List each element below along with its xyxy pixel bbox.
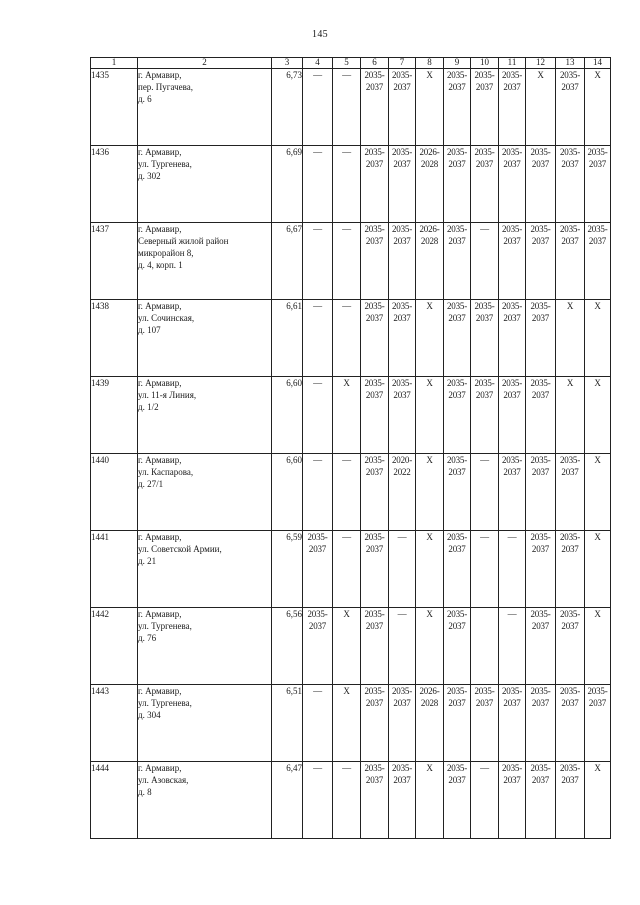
address-cell: г. Армавир, Северный жилой район микрорайон 8, д. 4, корп. 1 xyxy=(138,223,272,300)
row-number-cell: 1443 xyxy=(91,685,138,762)
col-8-period-cell: X xyxy=(416,300,444,377)
column-header: 3 xyxy=(272,58,303,69)
col-11-period-cell: 2035- 2037 xyxy=(499,685,526,762)
col-14-period-cell: 2035- 2037 xyxy=(585,146,611,223)
col-9-period-cell: 2035- 2037 xyxy=(444,531,471,608)
col-6-period-cell: 2035- 2037 xyxy=(361,531,389,608)
address-cell: г. Армавир, ул. Сочинская, д. 107 xyxy=(138,300,272,377)
col-11-period-cell: — xyxy=(499,608,526,685)
col-8-period-cell: 2026- 2028 xyxy=(416,685,444,762)
table-row xyxy=(91,762,611,839)
col-5-period-cell: X xyxy=(333,685,361,762)
col-6-period-cell: 2035- 2037 xyxy=(361,69,389,146)
rating-value-cell: 6,59 xyxy=(272,531,303,608)
column-number-row xyxy=(91,58,611,69)
col-13-period-cell: 2035- 2037 xyxy=(556,69,585,146)
column-header: 8 xyxy=(416,58,444,69)
col-8-period-cell: 2026- 2028 xyxy=(416,146,444,223)
col-5-period-cell: — xyxy=(333,223,361,300)
col-8-period-cell: X xyxy=(416,531,444,608)
col-13-period-cell: 2035- 2037 xyxy=(556,146,585,223)
rating-value-cell: 6,61 xyxy=(272,300,303,377)
table-row xyxy=(91,223,611,300)
col-5-period-cell: — xyxy=(333,454,361,531)
rating-value-cell: 6,69 xyxy=(272,146,303,223)
col-9-period-cell: 2035- 2037 xyxy=(444,762,471,839)
table-row xyxy=(91,685,611,762)
col-13-period-cell: 2035- 2037 xyxy=(556,608,585,685)
col-7-period-cell: 2035- 2037 xyxy=(389,377,416,454)
row-number-cell: 1441 xyxy=(91,531,138,608)
col-14-period-cell: X xyxy=(585,531,611,608)
col-5-period-cell: — xyxy=(333,69,361,146)
col-12-period-cell: 2035- 2037 xyxy=(526,531,556,608)
row-number-cell: 1436 xyxy=(91,146,138,223)
col-12-period-cell: X xyxy=(526,69,556,146)
col-14-period-cell: 2035- 2037 xyxy=(585,685,611,762)
col-4-period-cell: 2035- 2037 xyxy=(303,608,333,685)
col-6-period-cell: 2035- 2037 xyxy=(361,454,389,531)
table-row xyxy=(91,531,611,608)
address-cell: г. Армавир, ул. Каспарова, д. 27/1 xyxy=(138,454,272,531)
col-12-period-cell: 2035- 2037 xyxy=(526,685,556,762)
row-number-cell: 1439 xyxy=(91,377,138,454)
col-5-period-cell: X xyxy=(333,377,361,454)
table-body xyxy=(91,69,611,839)
col-7-period-cell: — xyxy=(389,531,416,608)
col-14-period-cell: X xyxy=(585,762,611,839)
col-13-period-cell: 2035- 2037 xyxy=(556,454,585,531)
col-7-period-cell: 2035- 2037 xyxy=(389,685,416,762)
table-row xyxy=(91,69,611,146)
col-10-period-cell: 2035- 2037 xyxy=(471,377,499,454)
col-12-period-cell: 2035- 2037 xyxy=(526,300,556,377)
address-cell: г. Армавир, ул. Советской Армии, д. 21 xyxy=(138,531,272,608)
address-cell: г. Армавир, ул. Тургенева, д. 304 xyxy=(138,685,272,762)
col-12-period-cell: 2035- 2037 xyxy=(526,377,556,454)
column-header: 12 xyxy=(526,58,556,69)
column-header: 13 xyxy=(556,58,585,69)
col-8-period-cell: X xyxy=(416,377,444,454)
col-6-period-cell: 2035- 2037 xyxy=(361,300,389,377)
col-5-period-cell: — xyxy=(333,762,361,839)
col-11-period-cell: 2035- 2037 xyxy=(499,762,526,839)
table-row xyxy=(91,454,611,531)
col-12-period-cell: 2035- 2037 xyxy=(526,454,556,531)
col-10-period-cell xyxy=(471,608,499,685)
col-11-period-cell: 2035- 2037 xyxy=(499,377,526,454)
col-9-period-cell: 2035- 2037 xyxy=(444,146,471,223)
col-8-period-cell: X xyxy=(416,608,444,685)
col-10-period-cell: 2035- 2037 xyxy=(471,69,499,146)
column-header: 11 xyxy=(499,58,526,69)
col-14-period-cell: X xyxy=(585,69,611,146)
col-10-period-cell: 2035- 2037 xyxy=(471,685,499,762)
col-6-period-cell: 2035- 2037 xyxy=(361,377,389,454)
row-number-cell: 1437 xyxy=(91,223,138,300)
col-4-period-cell: — xyxy=(303,377,333,454)
col-12-period-cell: 2035- 2037 xyxy=(526,608,556,685)
column-header: 7 xyxy=(389,58,416,69)
column-header: 10 xyxy=(471,58,499,69)
table-row xyxy=(91,300,611,377)
rating-value-cell: 6,67 xyxy=(272,223,303,300)
col-7-period-cell: 2035- 2037 xyxy=(389,300,416,377)
address-cell: г. Армавир, ул. Тургенева, д. 76 xyxy=(138,608,272,685)
col-13-period-cell: X xyxy=(556,300,585,377)
col-12-period-cell: 2035- 2037 xyxy=(526,223,556,300)
col-13-period-cell: 2035- 2037 xyxy=(556,223,585,300)
column-header: 4 xyxy=(303,58,333,69)
col-10-period-cell: 2035- 2037 xyxy=(471,300,499,377)
table-row xyxy=(91,146,611,223)
col-4-period-cell: — xyxy=(303,146,333,223)
col-11-period-cell: 2035- 2037 xyxy=(499,69,526,146)
col-11-period-cell: 2035- 2037 xyxy=(499,223,526,300)
col-4-period-cell: — xyxy=(303,685,333,762)
column-header: 1 xyxy=(91,58,138,69)
col-7-period-cell: — xyxy=(389,608,416,685)
col-8-period-cell: X xyxy=(416,762,444,839)
col-7-period-cell: 2035- 2037 xyxy=(389,762,416,839)
col-5-period-cell: — xyxy=(333,300,361,377)
rating-value-cell: 6,60 xyxy=(272,377,303,454)
address-cell: г. Армавир, пер. Пугачева, д. 6 xyxy=(138,69,272,146)
col-4-period-cell: 2035- 2037 xyxy=(303,531,333,608)
col-8-period-cell: X xyxy=(416,69,444,146)
col-13-period-cell: 2035- 2037 xyxy=(556,762,585,839)
col-7-period-cell: 2035- 2037 xyxy=(389,146,416,223)
column-header: 6 xyxy=(361,58,389,69)
col-4-period-cell: — xyxy=(303,223,333,300)
rating-value-cell: 6,47 xyxy=(272,762,303,839)
table-row xyxy=(91,608,611,685)
page-number: 145 xyxy=(312,29,328,40)
row-number-cell: 1440 xyxy=(91,454,138,531)
col-8-period-cell: 2026- 2028 xyxy=(416,223,444,300)
col-5-period-cell: — xyxy=(333,531,361,608)
col-9-period-cell: 2035- 2037 xyxy=(444,608,471,685)
col-10-period-cell: — xyxy=(471,454,499,531)
column-header: 2 xyxy=(138,58,272,69)
row-number-cell: 1444 xyxy=(91,762,138,839)
col-14-period-cell: X xyxy=(585,608,611,685)
rating-value-cell: 6,73 xyxy=(272,69,303,146)
col-11-period-cell: 2035- 2037 xyxy=(499,454,526,531)
col-13-period-cell: 2035- 2037 xyxy=(556,531,585,608)
col-9-period-cell: 2035- 2037 xyxy=(444,685,471,762)
col-10-period-cell: — xyxy=(471,762,499,839)
col-11-period-cell: 2035- 2037 xyxy=(499,300,526,377)
col-7-period-cell: 2035- 2037 xyxy=(389,223,416,300)
col-6-period-cell: 2035- 2037 xyxy=(361,608,389,685)
rating-value-cell: 6,56 xyxy=(272,608,303,685)
col-11-period-cell: 2035- 2037 xyxy=(499,146,526,223)
col-4-period-cell: — xyxy=(303,69,333,146)
col-6-period-cell: 2035- 2037 xyxy=(361,146,389,223)
col-14-period-cell: X xyxy=(585,300,611,377)
rating-value-cell: 6,60 xyxy=(272,454,303,531)
row-number-cell: 1438 xyxy=(91,300,138,377)
address-cell: г. Армавир, ул. Тургенева, д. 302 xyxy=(138,146,272,223)
col-10-period-cell: — xyxy=(471,223,499,300)
col-14-period-cell: X xyxy=(585,377,611,454)
col-4-period-cell: — xyxy=(303,300,333,377)
row-number-cell: 1442 xyxy=(91,608,138,685)
table-row xyxy=(91,377,611,454)
col-4-period-cell: — xyxy=(303,454,333,531)
col-14-period-cell: X xyxy=(585,454,611,531)
col-5-period-cell: — xyxy=(333,146,361,223)
col-13-period-cell: 2035- 2037 xyxy=(556,685,585,762)
address-cell: г. Армавир, ул. Азовская, д. 8 xyxy=(138,762,272,839)
col-10-period-cell: 2035- 2037 xyxy=(471,146,499,223)
col-4-period-cell: — xyxy=(303,762,333,839)
col-5-period-cell: X xyxy=(333,608,361,685)
col-8-period-cell: X xyxy=(416,454,444,531)
row-number-cell: 1435 xyxy=(91,69,138,146)
col-9-period-cell: 2035- 2037 xyxy=(444,377,471,454)
col-9-period-cell: 2035- 2037 xyxy=(444,300,471,377)
col-13-period-cell: X xyxy=(556,377,585,454)
col-11-period-cell: — xyxy=(499,531,526,608)
col-12-period-cell: 2035- 2037 xyxy=(526,146,556,223)
column-header: 14 xyxy=(585,58,611,69)
col-9-period-cell: 2035- 2037 xyxy=(444,69,471,146)
col-7-period-cell: 2020- 2022 xyxy=(389,454,416,531)
column-header: 5 xyxy=(333,58,361,69)
col-6-period-cell: 2035- 2037 xyxy=(361,223,389,300)
address-cell: г. Армавир, ул. 11-я Линия, д. 1/2 xyxy=(138,377,272,454)
rating-value-cell: 6,51 xyxy=(272,685,303,762)
col-7-period-cell: 2035- 2037 xyxy=(389,69,416,146)
col-6-period-cell: 2035- 2037 xyxy=(361,685,389,762)
col-10-period-cell: — xyxy=(471,531,499,608)
col-14-period-cell: 2035- 2037 xyxy=(585,223,611,300)
repair-schedule-table xyxy=(90,57,611,839)
column-header: 9 xyxy=(444,58,471,69)
col-9-period-cell: 2035- 2037 xyxy=(444,454,471,531)
col-9-period-cell: 2035- 2037 xyxy=(444,223,471,300)
col-12-period-cell: 2035- 2037 xyxy=(526,762,556,839)
col-6-period-cell: 2035- 2037 xyxy=(361,762,389,839)
